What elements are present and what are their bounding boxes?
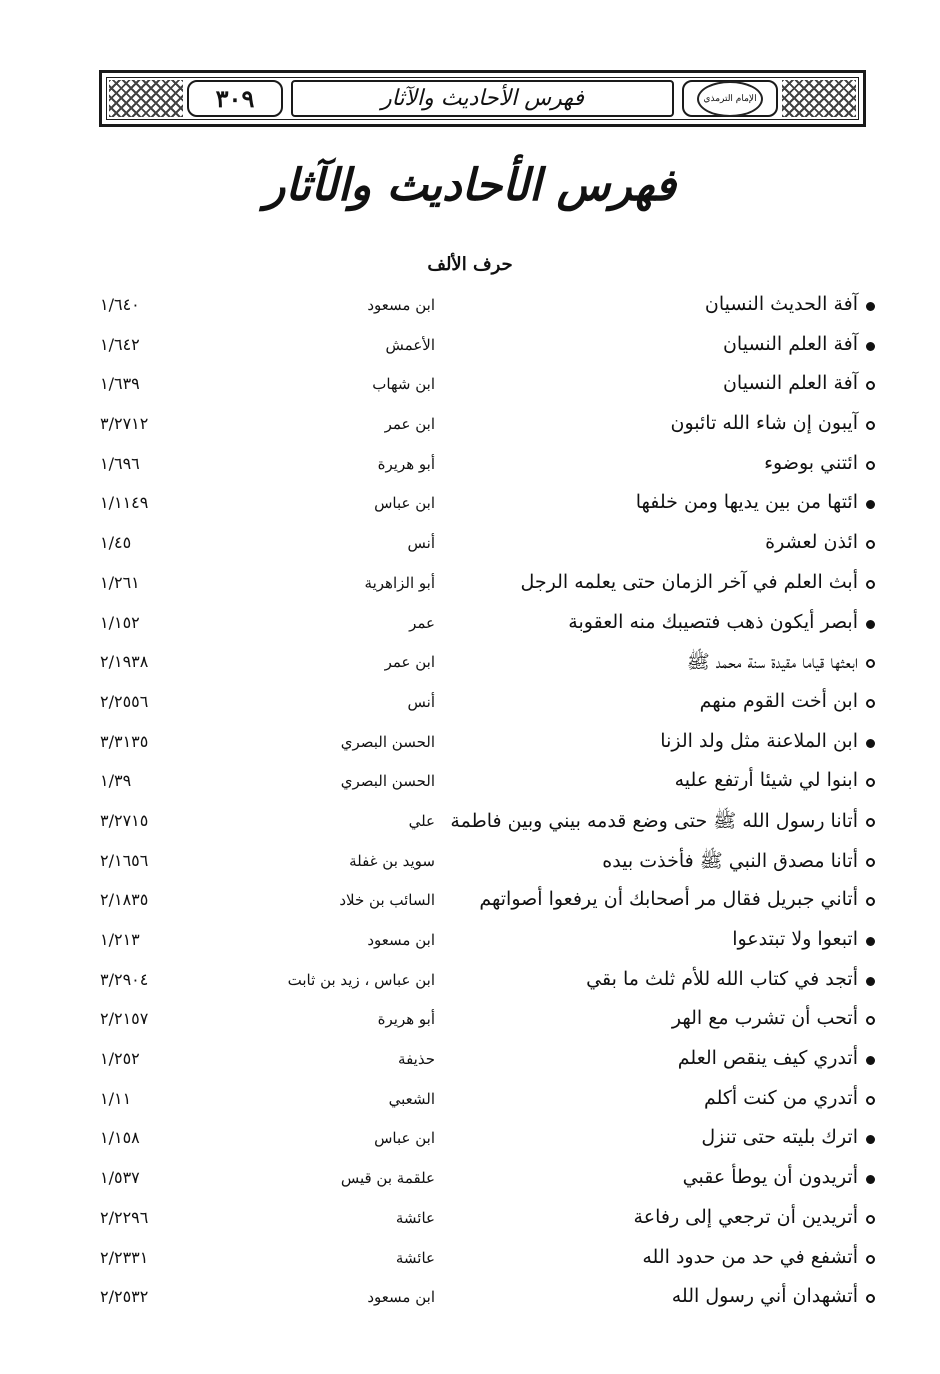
hollow-circle-icon bbox=[866, 699, 875, 708]
narrator-name: ابن عمر bbox=[384, 653, 435, 672]
hadith-text: أبصر أيكون ذهب فتصيبك منه العقوبة bbox=[568, 610, 858, 633]
filled-circle-icon bbox=[866, 937, 875, 946]
hadith-text: أتشهدان أني رسول الله bbox=[671, 1285, 858, 1308]
filled-circle-icon bbox=[866, 1056, 875, 1065]
volume-page-reference: ٢/١٩٣٨ bbox=[100, 652, 149, 672]
hadith-text: أتاني جبريل فقال مر أصحابك أن يرفعوا أصواتهم bbox=[479, 888, 858, 911]
index-entry bbox=[0, 367, 940, 407]
narrator-name: السائب بن خلاد bbox=[339, 891, 435, 910]
volume-page-reference: ١/٢٦١ bbox=[100, 572, 140, 592]
volume-page-reference: ١/٦٣٩ bbox=[100, 374, 140, 394]
hadith-text: أتانا رسول الله ﷺ حتى وضع قدمه بيني وبين فاطمة bbox=[450, 809, 858, 832]
volume-page-reference: ٣/٢٩٠٤ bbox=[100, 969, 149, 989]
filled-circle-icon bbox=[866, 500, 875, 509]
running-header bbox=[99, 70, 866, 127]
hadith-text: أتدري من كنت أكلم bbox=[703, 1086, 858, 1109]
index-entry bbox=[0, 328, 940, 368]
narrator-name: ابن عباس bbox=[374, 494, 435, 513]
narrator-name: ابن مسعود bbox=[367, 296, 435, 314]
hadith-text: ابن أخت القوم منهم bbox=[699, 689, 858, 712]
filled-circle-icon bbox=[866, 342, 875, 351]
hadith-text: أتدري كيف ينقص العلم bbox=[677, 1047, 858, 1070]
hollow-circle-icon bbox=[866, 580, 875, 589]
hollow-circle-icon bbox=[866, 540, 875, 549]
volume-page-reference: ٣/٢٧١٢ bbox=[100, 414, 149, 434]
volume-page-reference: ١/٢١٣ bbox=[100, 930, 140, 949]
hadith-text: أتحب أن تشرب مع الهر bbox=[671, 1007, 858, 1030]
volume-page-reference: ١/٦٤٠ bbox=[100, 295, 140, 314]
index-entry bbox=[0, 1042, 940, 1082]
volume-page-reference: ١/١١ bbox=[100, 1088, 132, 1108]
index-entry bbox=[0, 725, 940, 765]
header-ornament-right bbox=[782, 80, 856, 117]
narrator-name: ابن عمر bbox=[384, 415, 435, 434]
running-title: فهرس الأحاديث والآثار bbox=[381, 86, 584, 111]
volume-page-reference: ١/١٥٨ bbox=[100, 1128, 140, 1148]
hadith-text: ائتها من بين يديها ومن خلفها bbox=[635, 491, 858, 514]
hollow-circle-icon bbox=[866, 1215, 875, 1224]
narrator-name: ابن مسعود bbox=[367, 1288, 435, 1307]
index-entry bbox=[0, 685, 940, 725]
filled-circle-icon bbox=[866, 620, 875, 629]
index-entry bbox=[0, 963, 940, 1003]
index-entry bbox=[0, 804, 940, 844]
page-number-box bbox=[187, 80, 283, 117]
index-entry bbox=[0, 1082, 940, 1122]
volume-page-reference: ٢/٢٢٩٦ bbox=[100, 1207, 149, 1227]
narrator-name: ابن شهاب bbox=[372, 375, 435, 394]
narrator-name: ابن عباس ، زيد بن ثابت bbox=[287, 970, 435, 989]
narrator-name: علي bbox=[408, 811, 435, 830]
hollow-circle-icon bbox=[866, 818, 875, 827]
filled-circle-icon bbox=[866, 302, 875, 311]
hollow-circle-icon bbox=[866, 461, 875, 470]
hollow-circle-icon bbox=[866, 1255, 875, 1264]
volume-page-reference: ٣/٢٧١٥ bbox=[100, 810, 149, 830]
index-entry bbox=[0, 645, 940, 685]
page-number: ٣٠٩ bbox=[215, 84, 255, 113]
narrator-name: حذيفة bbox=[398, 1050, 435, 1069]
hadith-text: آفة العلم النسيان bbox=[722, 332, 858, 355]
narrator-name: سويد بن غفلة bbox=[349, 851, 435, 870]
hollow-circle-icon bbox=[866, 897, 875, 906]
volume-page-reference: ٣/٣١٣٥ bbox=[100, 731, 149, 751]
filled-circle-icon bbox=[866, 1175, 875, 1184]
narrator-name: ابن عباس bbox=[374, 1129, 435, 1148]
hadith-text: أتريدين أن ترجعي إلى رفاعة bbox=[633, 1205, 858, 1228]
narrator-name: أبو هريرة bbox=[377, 454, 435, 473]
hollow-circle-icon bbox=[866, 1096, 875, 1105]
index-entry bbox=[0, 1002, 940, 1042]
volume-page-reference: ١/٤٥ bbox=[100, 533, 132, 553]
running-title-box bbox=[291, 80, 674, 117]
hadith-text: آيبون إن شاء الله تائبون bbox=[670, 412, 858, 435]
index-entry bbox=[0, 923, 940, 963]
hadith-text: أتريدون أن يوطأ عقبي bbox=[682, 1166, 858, 1189]
hadith-text: أتانا مصدق النبي ﷺ فأخذت بيده bbox=[602, 849, 858, 872]
index-entry bbox=[0, 447, 940, 487]
index-entry bbox=[0, 1161, 940, 1201]
seal-text: الإمام الترمذي bbox=[703, 93, 757, 104]
volume-page-reference: ٢/٢١٥٧ bbox=[100, 1009, 149, 1029]
narrator-name: عائشة bbox=[395, 1248, 435, 1267]
index-entry bbox=[0, 764, 940, 804]
hadith-text: أبث العلم في آخر الزمان حتى يعلمه الرجل bbox=[520, 570, 858, 593]
index-entry bbox=[0, 1280, 940, 1320]
volume-page-reference: ٢/٢٣٣١ bbox=[100, 1247, 149, 1267]
hollow-circle-icon bbox=[866, 1016, 875, 1025]
index-entry bbox=[0, 1121, 940, 1161]
index-entry bbox=[0, 566, 940, 606]
index-entry bbox=[0, 1201, 940, 1241]
volume-page-reference: ١/٦٩٦ bbox=[100, 453, 140, 473]
seal-emblem-icon bbox=[697, 81, 763, 117]
hollow-circle-icon bbox=[866, 659, 875, 668]
filled-circle-icon bbox=[866, 1135, 875, 1144]
hadith-text: اترك بليته حتى تنزل bbox=[701, 1126, 858, 1149]
narrator-name: ابن مسعود bbox=[367, 931, 435, 949]
narrator-name: الحسن البصري bbox=[340, 732, 435, 751]
filled-circle-icon bbox=[866, 977, 875, 986]
hollow-circle-icon bbox=[866, 858, 875, 867]
volume-page-reference: ١/٦٤٢ bbox=[100, 334, 140, 354]
hadith-text: ابنوا لي شيئا أرتفع عليه bbox=[674, 769, 858, 792]
index-list bbox=[0, 288, 940, 1320]
volume-page-reference: ١/٥٣٧ bbox=[100, 1168, 140, 1188]
volume-page-reference: ٢/١٨٣٥ bbox=[100, 890, 149, 910]
hadith-text: أتجد في كتاب الله للأم ثلث ما بقي bbox=[586, 967, 858, 990]
narrator-name: أبو الزاهرية bbox=[364, 573, 435, 592]
index-entry bbox=[0, 883, 940, 923]
publisher-seal bbox=[682, 80, 778, 117]
narrator-name: الحسن البصري bbox=[340, 772, 435, 791]
index-entry bbox=[0, 606, 940, 646]
hadith-text: آفة الحديث النسيان bbox=[704, 293, 858, 315]
hadith-text: ائذن لعشرة bbox=[765, 531, 858, 554]
volume-page-reference: ١/٣٩ bbox=[100, 771, 132, 791]
volume-page-reference: ٢/٢٥٣٢ bbox=[100, 1287, 149, 1307]
narrator-name: أبو هريرة bbox=[377, 1010, 435, 1029]
index-entry bbox=[0, 1241, 940, 1281]
hadith-text: أتشفع في حد من حدود الله bbox=[642, 1245, 858, 1268]
hadith-text: آفة العلم النسيان bbox=[722, 372, 858, 395]
hollow-circle-icon bbox=[866, 421, 875, 430]
narrator-name: علقمة بن قيس bbox=[340, 1169, 435, 1188]
index-entry bbox=[0, 288, 940, 328]
index-entry bbox=[0, 844, 940, 884]
narrator-name: الشعبي bbox=[388, 1089, 435, 1108]
volume-page-reference: ٢/٢٥٥٦ bbox=[100, 691, 149, 711]
volume-page-reference: ٢/١٦٥٦ bbox=[100, 850, 149, 870]
index-entry bbox=[0, 526, 940, 566]
hadith-text: ائتني بوضوء bbox=[764, 451, 858, 474]
narrator-name: عمر bbox=[409, 613, 435, 632]
hadith-text: ابعثها قياما مقيدة سنة محمد ﷺ bbox=[686, 651, 858, 674]
header-ornament-left bbox=[109, 80, 183, 117]
volume-page-reference: ١/٢٥٢ bbox=[100, 1049, 140, 1069]
narrator-name: الأعمش bbox=[385, 335, 435, 354]
filled-circle-icon bbox=[866, 739, 875, 748]
narrator-name: أنس bbox=[407, 692, 435, 711]
section-heading: حرف الألف bbox=[427, 254, 513, 275]
page-title: فهرس الأحاديث والآثار bbox=[264, 160, 676, 211]
hadith-text: اتبعوا ولا تبتدعوا bbox=[732, 928, 858, 950]
volume-page-reference: ١/١٥٢ bbox=[100, 612, 140, 632]
index-entry bbox=[0, 407, 940, 447]
hollow-circle-icon bbox=[866, 381, 875, 390]
hollow-circle-icon bbox=[866, 1294, 875, 1303]
hadith-text: ابن الملاعنة مثل ولد الزنا bbox=[660, 729, 858, 752]
narrator-name: أنس bbox=[407, 534, 435, 553]
narrator-name: عائشة bbox=[395, 1208, 435, 1227]
index-entry bbox=[0, 486, 940, 526]
volume-page-reference: ١/١١٤٩ bbox=[100, 493, 149, 513]
hollow-circle-icon bbox=[866, 778, 875, 787]
